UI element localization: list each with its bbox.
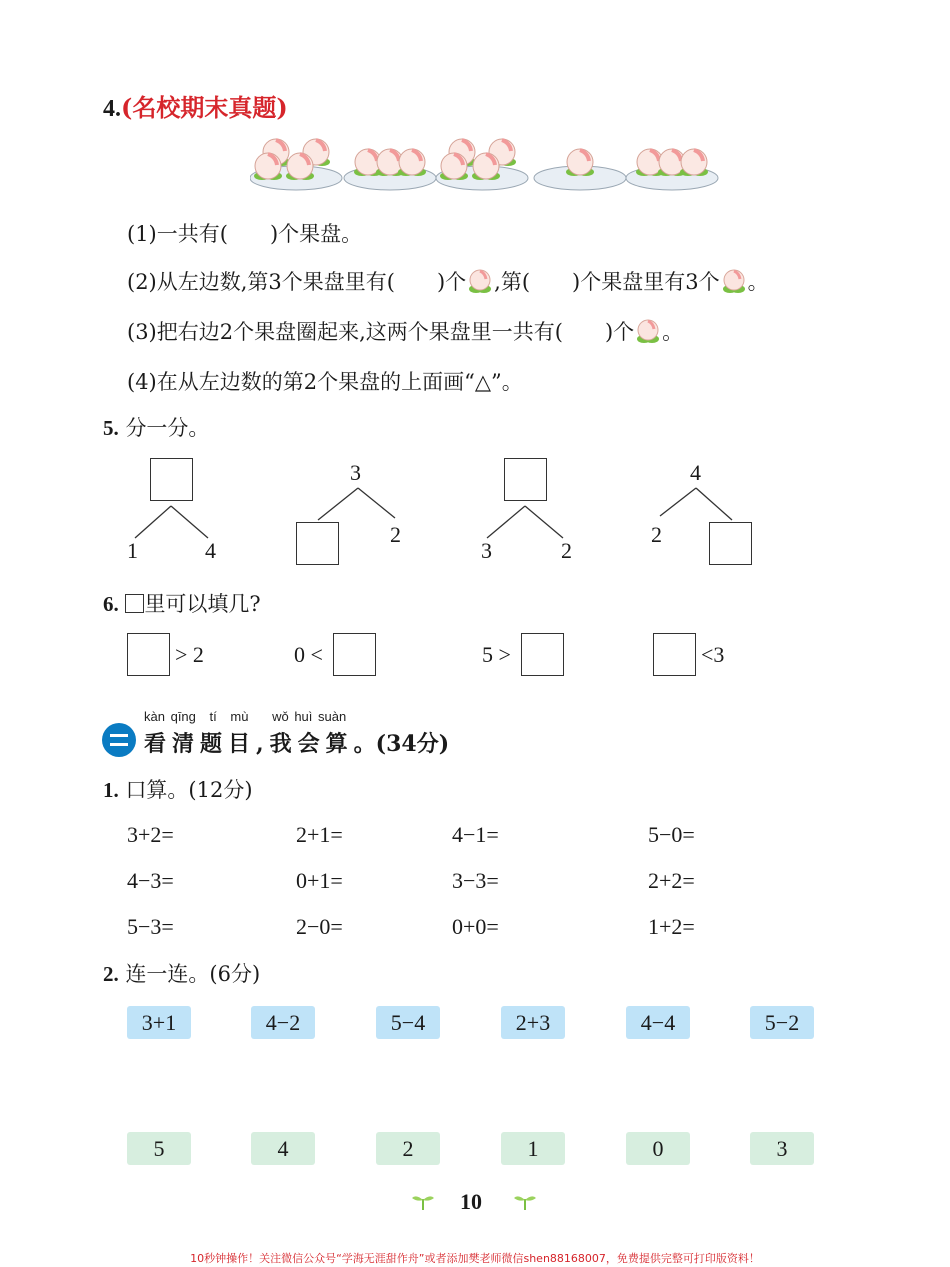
q4-number: 4. <box>103 96 121 122</box>
q6-box-4[interactable] <box>653 633 696 676</box>
link-top-1[interactable]: 3+1 <box>127 1006 191 1039</box>
q6-item-4: <3 <box>701 642 725 667</box>
pinyin-3: tí <box>209 709 217 724</box>
calc-3-3: 0+0= <box>452 914 499 939</box>
q4-line-4: (4)在从左边数的第2个果盘的上面画“△”。 <box>127 370 523 394</box>
q4-line-3-end: 。 <box>662 320 684 344</box>
tree4-top: 4 <box>690 460 701 485</box>
tree4-left: 2 <box>651 522 662 547</box>
tree4-right-box[interactable] <box>709 522 752 565</box>
peach <box>254 153 282 180</box>
peach <box>566 149 594 176</box>
tree1-left: 1 <box>127 538 138 563</box>
calc-header <box>103 774 253 804</box>
q4-line-2-mid: ,第( )个果盘里有3个 <box>494 270 720 294</box>
q4-line-2-end: 。 <box>747 270 769 294</box>
peach <box>286 153 314 180</box>
q6-item-2: 0 < <box>294 642 323 667</box>
calc-2-2: 0+1= <box>296 868 343 893</box>
pinyin-5: wǒ <box>272 709 289 724</box>
pinyin-7: suàn <box>318 709 347 724</box>
calc-3-2: 2−0= <box>296 914 343 939</box>
link-bottom-5[interactable]: 0 <box>626 1132 690 1165</box>
q6-header <box>103 588 261 618</box>
calc-label: 口算。(12分) <box>125 778 253 802</box>
q4-line-2 <box>127 266 769 296</box>
calc-3-1: 5−3= <box>127 914 174 939</box>
q6-number: 6. <box>103 592 119 616</box>
sprout-icon <box>512 1190 538 1212</box>
link-number: 2. <box>103 962 119 986</box>
link-top-3[interactable]: 5−4 <box>376 1006 440 1039</box>
sprout-icon <box>410 1190 436 1212</box>
tree3-top-box[interactable] <box>504 458 547 501</box>
pinyin-1: kàn <box>144 709 165 724</box>
link-top-5[interactable]: 4−4 <box>626 1006 690 1039</box>
calc-number: 1. <box>103 778 119 802</box>
fruit-plates <box>250 132 730 198</box>
section-two-score: 。(34分) <box>353 731 450 757</box>
tree1-right: 4 <box>205 538 216 563</box>
link-top-2[interactable]: 4−2 <box>251 1006 315 1039</box>
q5-label: 分一分。 <box>125 416 210 440</box>
peach <box>398 149 426 176</box>
link-label: 连一连。(6分) <box>125 962 261 986</box>
peach-icon <box>634 318 662 344</box>
pinyin-4: mù <box>230 709 249 724</box>
tree2-left-box[interactable] <box>296 522 339 565</box>
q6-box-3[interactable] <box>521 633 564 676</box>
q6-item-1: > 2 <box>175 642 204 667</box>
q4-line-3 <box>127 316 683 346</box>
calc-1-4: 5−0= <box>648 822 695 847</box>
peach-icon <box>466 268 494 294</box>
link-top-4[interactable]: 2+3 <box>501 1006 565 1039</box>
link-top-6[interactable]: 5−2 <box>750 1006 814 1039</box>
peach <box>472 153 500 180</box>
link-header <box>103 958 260 988</box>
calc-2-4: 2+2= <box>648 868 695 893</box>
link-bottom-4[interactable]: 1 <box>501 1132 565 1165</box>
q6-box-1[interactable] <box>127 633 170 676</box>
section-two-title <box>144 727 449 758</box>
calc-2-1: 4−3= <box>127 868 174 893</box>
peach <box>680 149 708 176</box>
tree3-left: 3 <box>481 538 492 563</box>
q6-label: 里可以填几? <box>144 592 261 616</box>
q4-tag: (名校期末真题) <box>121 93 288 122</box>
box-icon <box>125 594 144 613</box>
q4-line-2-start: (2)从左边数,第3个果盘里有( )个 <box>127 270 467 294</box>
peach-icon <box>720 268 748 294</box>
calc-3-4: 1+2= <box>648 914 695 939</box>
link-bottom-6[interactable]: 3 <box>750 1132 814 1165</box>
calc-1-2: 2+1= <box>296 822 343 847</box>
peach <box>440 153 468 180</box>
q5-header <box>103 412 209 442</box>
tree2-right: 2 <box>390 522 401 547</box>
tree2-lines <box>310 484 420 524</box>
q4-line-3-start: (3)把右边2个果盘圈起来,这两个果盘里一共有( )个 <box>127 320 635 344</box>
link-bottom-2[interactable]: 4 <box>251 1132 315 1165</box>
pinyin-6: huì <box>294 709 313 724</box>
link-bottom-3[interactable]: 2 <box>376 1132 440 1165</box>
footer-note: 10秒钟操作！关注微信公众号“学海无涯甜作舟”或者添加樊老师微信shen88168007，免费提供完整可打印版资料！ <box>190 1252 760 1265</box>
pinyin-2: qīng <box>170 709 196 724</box>
section-two-pinyin <box>144 709 346 724</box>
calc-1-1: 3+2= <box>127 822 174 847</box>
q6-box-2[interactable] <box>333 633 376 676</box>
q4-line-1: (1)一共有( )个果盘。 <box>127 222 363 246</box>
tree4-lines <box>650 484 760 524</box>
page-number: 10 <box>460 1189 482 1214</box>
section-two-badge-icon <box>102 723 136 757</box>
q6-item-3: 5 > <box>482 642 511 667</box>
tree3-right: 2 <box>561 538 572 563</box>
q5-number: 5. <box>103 416 119 440</box>
tree2-top: 3 <box>350 460 361 485</box>
calc-1-3: 4−1= <box>452 822 499 847</box>
calc-2-3: 3−3= <box>452 868 499 893</box>
q4-header <box>103 88 288 123</box>
section-two-title-text: 看清题目,我会算 <box>144 731 354 757</box>
link-bottom-1[interactable]: 5 <box>127 1132 191 1165</box>
tree1-top-box[interactable] <box>150 458 193 501</box>
